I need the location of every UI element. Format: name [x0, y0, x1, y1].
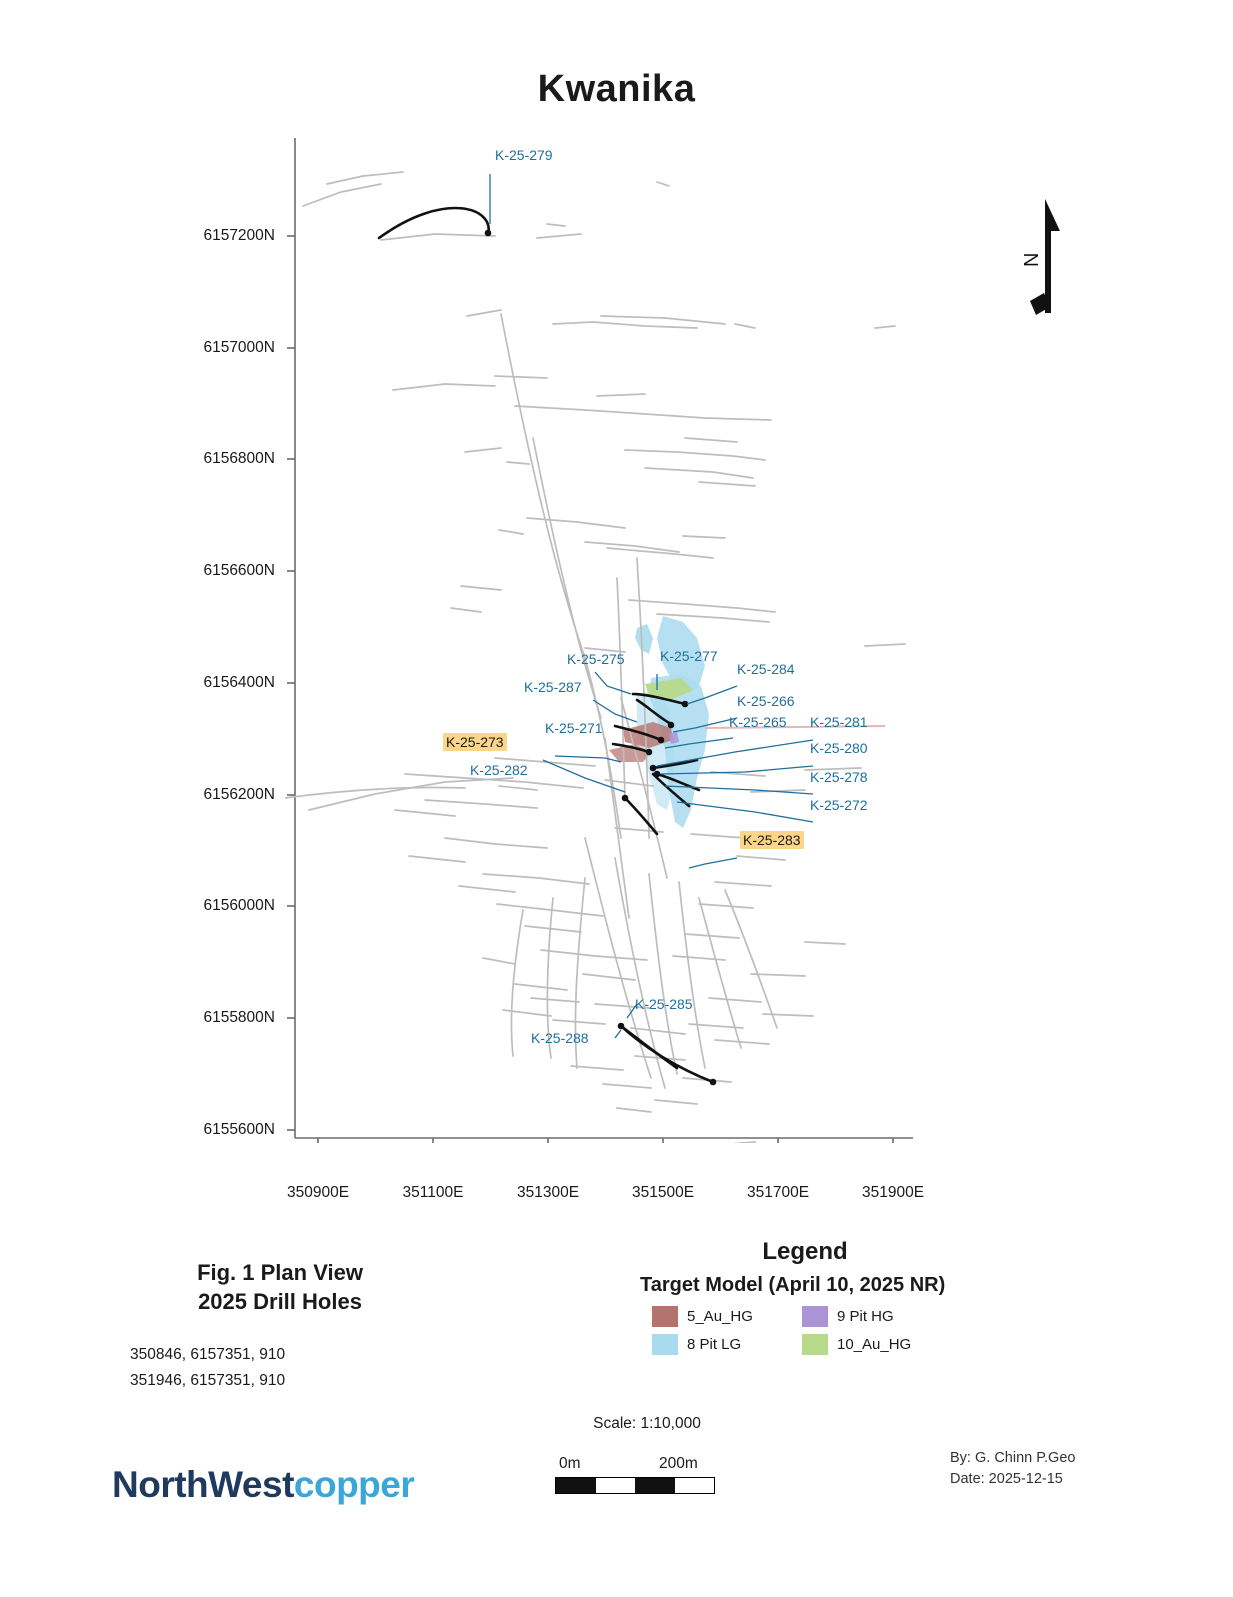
credit-date: Date: 2025-12-15 — [950, 1471, 1063, 1488]
company-logo — [112, 1464, 414, 1506]
hole-label-k-25-266: K-25-266 — [737, 693, 795, 709]
hole-label-k-25-285: K-25-285 — [635, 996, 693, 1012]
hole-label-k-25-277: K-25-277 — [660, 648, 718, 664]
figure-caption-line-1: Fig. 1 Plan View — [197, 1260, 363, 1285]
hole-label-k-25-278: K-25-278 — [810, 769, 868, 785]
y-tick-label: 6156000N — [203, 897, 275, 914]
x-tick-label: 351700E — [746, 1184, 810, 1201]
map-geology — [285, 138, 915, 1143]
legend-item-8-pit-lg — [652, 1334, 802, 1355]
y-tick-label: 6155600N — [203, 1121, 275, 1138]
corner-coordinate-2: 351946, 6157351, 910 — [130, 1371, 286, 1389]
hole-label-k-25-281: K-25-281 — [810, 714, 868, 730]
north-arrow — [1020, 195, 1080, 320]
page-title: Kwanika — [537, 68, 696, 110]
hole-label-k-25-275: K-25-275 — [567, 651, 625, 667]
hole-label-k-25-272: K-25-272 — [810, 797, 868, 813]
svg-text:N: N — [1021, 252, 1043, 267]
legend-item-label: 9 Pit HG — [837, 1308, 894, 1325]
legend-swatch-icon — [652, 1334, 678, 1355]
corner-coordinate-1: 350846, 6157351, 910 — [130, 1346, 286, 1363]
logo-part-west: West — [208, 1464, 294, 1505]
legend — [640, 1238, 1160, 1355]
legend-swatch-icon — [802, 1306, 828, 1327]
hole-label-k-25-282: K-25-282 — [470, 762, 528, 778]
credit-author: By: G. Chinn P.Geo — [950, 1450, 1076, 1466]
corner-coordinates — [130, 1342, 460, 1393]
y-tick-label: 6156400N — [203, 674, 275, 691]
y-tick-label: 6155800N — [203, 1009, 275, 1026]
legend-item-9-pit-hg — [802, 1306, 962, 1327]
hole-label-k-25-265: K-25-265 — [729, 714, 787, 730]
x-tick-label: 351100E — [402, 1184, 464, 1201]
x-tick-label: 351300E — [516, 1184, 580, 1201]
x-tick-label: 351900E — [861, 1184, 925, 1201]
legend-item-10-au-hg — [802, 1334, 962, 1355]
scale-bar — [555, 1477, 715, 1494]
legend-title: Legend — [762, 1238, 848, 1265]
legend-item-label: 5_Au_HG — [687, 1308, 753, 1325]
figure-caption-line-2: 2025 Drill Holes — [198, 1289, 362, 1315]
logo-part-copper: copper — [293, 1464, 415, 1505]
map-canvas — [203, 138, 925, 1201]
legend-item-label: 10_Au_HG — [837, 1336, 912, 1353]
figure-caption — [120, 1258, 440, 1316]
y-tick-label: 6156800N — [203, 450, 275, 467]
legend-item-5-au-hg — [652, 1306, 802, 1327]
y-tick-label: 6157000N — [203, 339, 275, 356]
hole-label-k-25-279: K-25-279 — [495, 147, 553, 163]
logo-part-north: North — [112, 1464, 209, 1505]
legend-swatch-icon — [652, 1306, 678, 1327]
hole-label-k-25-283: K-25-283 — [740, 831, 804, 849]
y-tick-label: 6157200N — [203, 227, 275, 244]
hole-label-k-25-271: K-25-271 — [545, 720, 603, 736]
scale-label-right: 200m — [659, 1455, 698, 1472]
legend-item-label: 8 Pit LG — [687, 1336, 742, 1353]
scale-text: Scale: 1:10,000 — [593, 1415, 701, 1432]
hole-label-k-25-280: K-25-280 — [810, 740, 868, 756]
scale-bar-block — [555, 1415, 775, 1494]
hole-label-k-25-273: K-25-273 — [443, 733, 507, 751]
hole-label-k-25-284: K-25-284 — [737, 661, 795, 677]
x-tick-label: 351500E — [631, 1184, 695, 1201]
hole-label-k-25-288: K-25-288 — [531, 1030, 589, 1046]
legend-subtitle: Target Model (April 10, 2025 NR) — [640, 1274, 946, 1296]
legend-swatch-icon — [802, 1334, 828, 1355]
y-tick-label: 6156200N — [203, 786, 275, 803]
credits — [950, 1448, 1075, 1490]
hole-label-k-25-287: K-25-287 — [524, 679, 582, 695]
y-tick-label: 6156600N — [203, 562, 275, 579]
scale-label-left: 0m — [559, 1455, 581, 1472]
x-tick-label: 350900E — [286, 1184, 350, 1201]
